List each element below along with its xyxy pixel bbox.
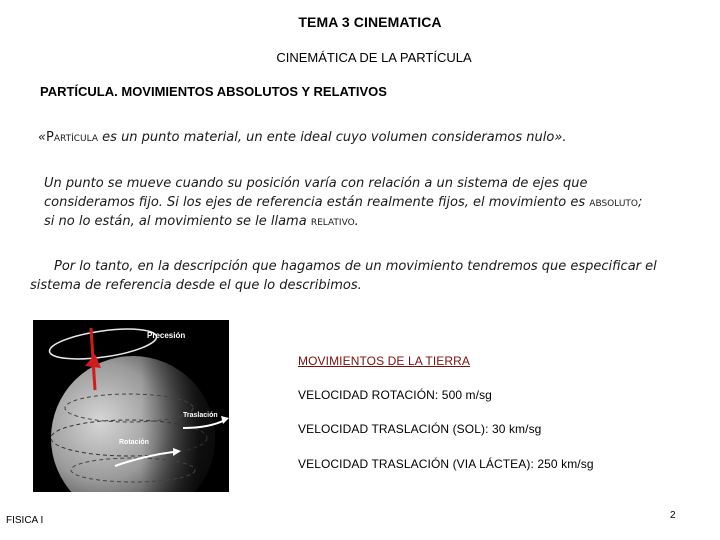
movement-text-3: . <box>354 214 359 229</box>
term-particula: Partícula <box>46 130 99 145</box>
slide-subtitle: CINEMÁTICA DE LA PARTÍCULA <box>276 50 472 65</box>
slide-title: TEMA 3 CINEMATICA <box>298 14 442 30</box>
earth-movements-figure <box>33 320 229 492</box>
earth-movements-heading: MOVIMIENTOS DE LA TIERRA <box>298 354 470 368</box>
term-relativo: relativo <box>310 214 355 229</box>
label-precesion: Precesión <box>147 331 186 340</box>
page-number: 2 <box>670 510 676 521</box>
particle-definition <box>38 130 668 145</box>
movement-text-1: Un punto se mueve cuando su posición varía con relación a un sistema de ejes que consideramos fijo. Si los ejes de referencia están realmente fijos, el movimiento es <box>44 176 590 210</box>
label-traslacion: Traslación <box>183 412 218 419</box>
translation-speed-galaxy: VELOCIDAD TRASLACIÓN (VIA LÁCTEA): 250 km/sg <box>298 457 594 471</box>
open-quote: « <box>38 130 47 145</box>
rotation-speed: VELOCIDAD ROTACIÓN: 500 m/sg <box>298 388 492 402</box>
conclusion-paragraph: Por lo tanto, en la descripción que hagamos de un movimiento tendremos que especificar el sistema de referencia desde el que lo describimos. <box>30 259 657 293</box>
definition-rest: es un punto material, un ente ideal cuyo volumen consideramos nulo». <box>98 130 567 145</box>
section-heading: PARTÍCULA. MOVIMIENTOS ABSOLUTOS Y RELATIVOS <box>40 84 387 99</box>
earth-illustration <box>33 320 229 492</box>
movement-paragraph <box>44 174 654 231</box>
label-rotacion: Rotación <box>119 439 149 446</box>
globe-night-side <box>51 356 215 492</box>
term-absoluto: absoluto <box>589 195 638 210</box>
movement-text-2: ; si no lo están, al movimiento se le llama <box>44 195 643 229</box>
translation-speed-sun: VELOCIDAD TRASLACIÓN (SOL): 30 km/sg <box>298 422 542 436</box>
footer-course: FISICA I <box>6 515 44 526</box>
translation-arrowhead-icon <box>221 416 229 424</box>
